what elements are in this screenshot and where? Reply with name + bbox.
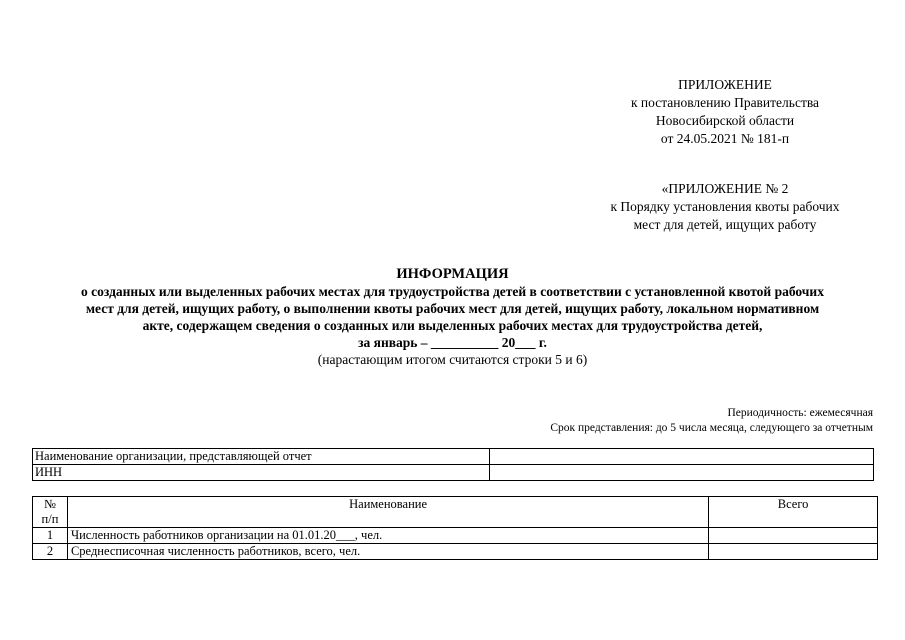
cumulative-note: (нарастающим итогом считаются строки 5 и 6) [317, 352, 588, 367]
row-num: 1 [33, 528, 68, 544]
periodicity-label: Периодичность: ежемесячная [727, 407, 873, 419]
org-name-label: Наименование организации, представляющей отчет [33, 449, 490, 465]
appendix-title: ПРИЛОЖЕНИЕ [678, 77, 772, 92]
inn-label: ИНН [33, 465, 490, 481]
data-table [32, 496, 878, 560]
appendix-header [560, 76, 890, 148]
report-period: за январь – __________ 20___ г. [358, 335, 547, 350]
appendix2-line: к Порядку установления квоты рабочих [610, 199, 840, 214]
document-title-block [20, 266, 885, 368]
row-name: Среднесписочная численность работников, всего, чел. [67, 544, 708, 560]
appendix-line: к постановлению Правительства [630, 95, 820, 110]
appendix2-line: мест для детей, ищущих работу [633, 217, 817, 232]
title-line: о созданных или выделенных рабочих местах для трудоустройства детей в соответствии с установленной квотой рабочих [81, 284, 824, 299]
appendix2-header [560, 180, 890, 234]
row-num: 2 [33, 544, 68, 560]
row-total-field[interactable] [709, 528, 878, 544]
org-name-field[interactable] [490, 449, 874, 465]
table-row [33, 528, 878, 544]
row-total-field[interactable] [709, 544, 878, 560]
title-line: акте, содержащем сведения о созданных или выделенных рабочих местах для трудоустройства детей, [142, 318, 763, 333]
header-num: № п/п [33, 497, 68, 528]
table-header-row [33, 497, 878, 528]
document-title: ИНФОРМАЦИЯ [396, 266, 509, 282]
appendix-line: Новосибирской области [655, 113, 795, 128]
title-line: мест для детей, ищущих работу, о выполнении квоты рабочих мест для детей, ищущих работу, локальном нормативном [85, 301, 820, 316]
header-name: Наименование [67, 497, 708, 528]
table-row [33, 465, 874, 481]
row-name: Численность работников организации на 01.01.20___, чел. [67, 528, 708, 544]
inn-field[interactable] [490, 465, 874, 481]
deadline-label: Срок представления: до 5 числа месяца, следующего за отчетным [550, 422, 873, 434]
table-row [33, 449, 874, 465]
appendix2-title: «ПРИЛОЖЕНИЕ № 2 [661, 181, 789, 196]
appendix-line: от 24.05.2021 № 181-п [660, 131, 790, 146]
table-row [33, 544, 878, 560]
organization-table [32, 448, 874, 481]
header-total: Всего [709, 497, 878, 528]
